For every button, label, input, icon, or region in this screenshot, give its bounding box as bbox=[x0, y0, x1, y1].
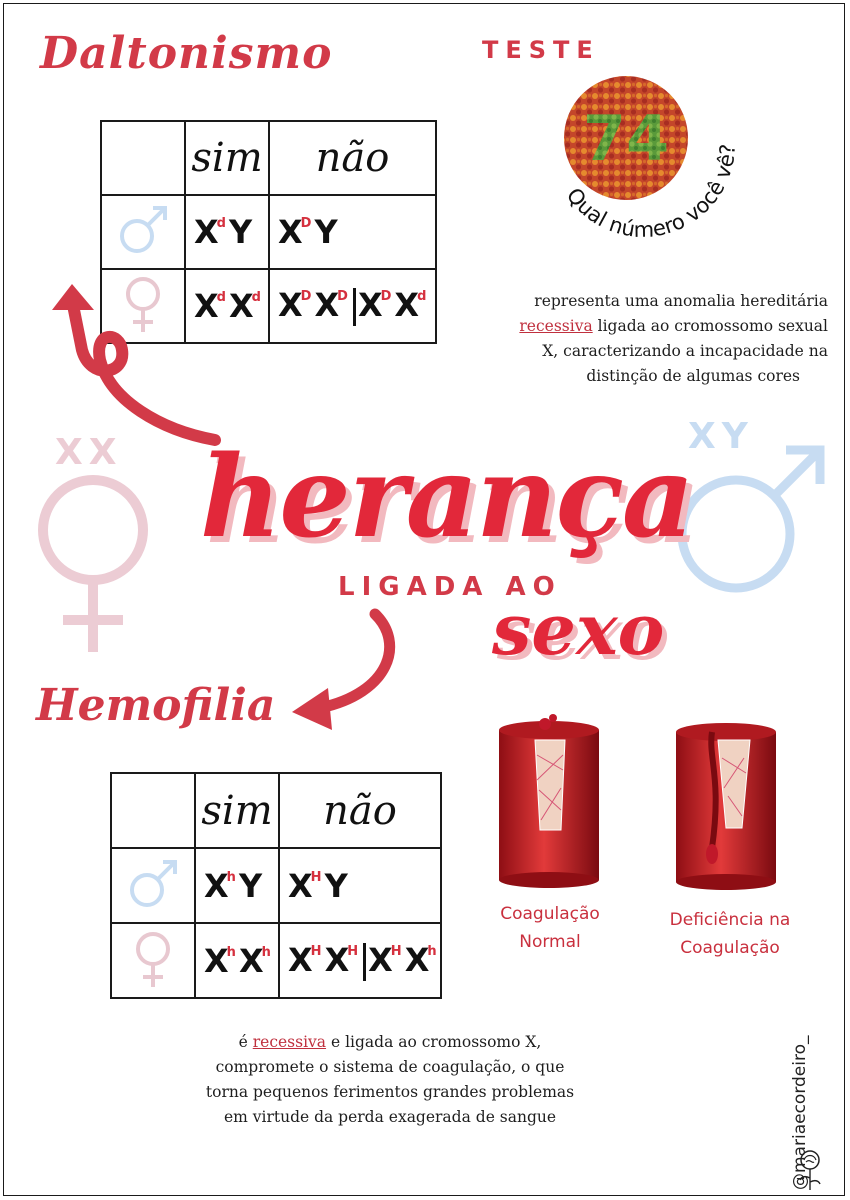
male-symbol-cell bbox=[111, 848, 195, 923]
allele-chromosome: X bbox=[324, 940, 350, 979]
caption-normal-line-1: Coagulação bbox=[500, 904, 600, 924]
allele-superscript: d bbox=[216, 216, 226, 232]
allele-chromosome: X bbox=[288, 866, 313, 905]
hemo-desc-rest: e ligada ao cromossomo X, bbox=[326, 1033, 542, 1051]
caption-normal-line-2: Normal bbox=[519, 932, 581, 952]
allele-chromosome: Y bbox=[324, 866, 348, 905]
male-icon bbox=[123, 854, 183, 914]
hemo-desc-line-2: compromete o sistema de coagulação, o que bbox=[215, 1058, 565, 1076]
vessel-normal-illustration bbox=[495, 710, 605, 890]
caption-def-line-2: Coagulação bbox=[680, 938, 780, 958]
caption-deficiency bbox=[650, 906, 810, 962]
allele-superscript: H bbox=[347, 943, 359, 959]
male-symbol-large-icon bbox=[668, 432, 838, 602]
allele-chromosome: X bbox=[278, 286, 303, 324]
female-symbol-large-icon bbox=[28, 470, 158, 660]
desc-line-2 bbox=[428, 314, 828, 339]
allele-superscript: H bbox=[310, 869, 322, 885]
allele-chromosome: X bbox=[288, 940, 313, 979]
desc-line-3: X, caracterizando a incapacidade na bbox=[542, 342, 828, 360]
header-nao: não bbox=[279, 773, 441, 848]
rose-icon bbox=[792, 1148, 828, 1192]
heranca-title: herança bbox=[200, 432, 693, 563]
dalt-female-nao bbox=[269, 269, 436, 343]
female-chromosomes: XX bbox=[55, 432, 123, 473]
recessiva-link[interactable]: recessiva bbox=[252, 1033, 327, 1051]
male-icon bbox=[113, 200, 173, 260]
allele-superscript: d bbox=[417, 289, 427, 305]
allele-chromosome: Y bbox=[238, 866, 263, 905]
desc-line-4: distinção de algumas cores bbox=[586, 367, 800, 385]
genotype-separator bbox=[353, 288, 356, 326]
hemo-desc-line-3: torna pequenos ferimentos grandes problemas bbox=[205, 1083, 575, 1101]
hemo-male-sim bbox=[195, 848, 279, 923]
allele-chromosome: X bbox=[228, 287, 254, 325]
recessiva-link[interactable]: recessiva bbox=[519, 317, 593, 335]
ishihara-test-plate bbox=[548, 60, 748, 250]
female-symbol-cell bbox=[111, 923, 195, 998]
hemo-desc-line-4: em virtude da perda exagerada de sangue bbox=[223, 1108, 557, 1126]
daltonismo-title: Daltonismo bbox=[40, 28, 333, 79]
hemofilia-title: Hemofilia bbox=[36, 680, 276, 731]
male-chromosomes: XY bbox=[688, 416, 754, 457]
allele-chromosome: X bbox=[278, 213, 303, 251]
allele-chromosome: X bbox=[194, 213, 219, 251]
allele-superscript: h bbox=[261, 944, 271, 960]
allele-chromosome: X bbox=[314, 286, 340, 324]
allele-superscript: D bbox=[337, 289, 348, 305]
test-question: Qual número você vê? bbox=[561, 143, 740, 242]
allele-chromosome: X bbox=[204, 866, 229, 905]
allele-superscript: h bbox=[226, 944, 236, 960]
hemofilia-table bbox=[110, 772, 442, 999]
allele-superscript: D bbox=[380, 289, 392, 305]
allele-superscript: d bbox=[216, 290, 226, 306]
allele-chromosome: X bbox=[357, 286, 383, 324]
hemofilia-description bbox=[90, 1030, 690, 1130]
table-corner bbox=[101, 121, 185, 195]
allele-superscript: D bbox=[300, 289, 312, 305]
allele-chromosome: X bbox=[194, 287, 219, 325]
caption-def-line-1: Deficiência na bbox=[669, 910, 791, 930]
allele-chromosome: X bbox=[238, 941, 264, 980]
allele-superscript: h bbox=[427, 943, 437, 959]
allele-chromosome: X bbox=[368, 940, 393, 979]
allele-superscript: h bbox=[226, 869, 236, 885]
allele-superscript: D bbox=[300, 216, 312, 232]
desc-line-2-rest: ligada ao cromossomo sexual bbox=[592, 317, 828, 335]
caption-normal bbox=[470, 900, 630, 956]
vessel-deficiency-illustration bbox=[672, 718, 782, 898]
hemo-female-sim bbox=[195, 923, 279, 998]
allele-superscript: d bbox=[251, 290, 261, 306]
male-symbol-cell bbox=[101, 195, 185, 269]
ishihara-number: 74 bbox=[582, 102, 670, 175]
allele-chromosome: Y bbox=[228, 213, 253, 251]
allele-chromosome: Y bbox=[314, 213, 338, 251]
ligada-ao-subtitle: LIGADA AO bbox=[338, 572, 562, 602]
dalt-male-sim bbox=[185, 195, 269, 269]
hemo-desc-prefix: é bbox=[238, 1033, 253, 1051]
signature-handle: @mariaecordeiro_ bbox=[790, 1035, 810, 1190]
female-icon bbox=[123, 927, 183, 991]
hemo-desc-line-1 bbox=[90, 1030, 690, 1055]
arrow-to-hemofilia bbox=[280, 608, 420, 738]
allele-chromosome: X bbox=[404, 940, 430, 979]
header-sim: sim bbox=[185, 121, 269, 195]
header-sim: sim bbox=[195, 773, 279, 848]
allele-superscript: H bbox=[390, 943, 402, 959]
dalt-male-nao bbox=[269, 195, 436, 269]
hemo-female-nao bbox=[279, 923, 441, 998]
genotype-separator bbox=[363, 943, 366, 981]
header-nao: não bbox=[269, 121, 436, 195]
table-corner bbox=[111, 773, 195, 848]
allele-superscript: H bbox=[310, 943, 322, 959]
daltonismo-description bbox=[428, 289, 828, 389]
hemo-male-nao bbox=[279, 848, 441, 923]
teste-label: TESTE bbox=[482, 36, 600, 64]
allele-chromosome: X bbox=[394, 286, 420, 324]
sexo-title: sexo bbox=[492, 588, 665, 671]
allele-chromosome: X bbox=[204, 941, 229, 980]
desc-line-1: representa uma anomalia hereditária bbox=[534, 292, 828, 310]
